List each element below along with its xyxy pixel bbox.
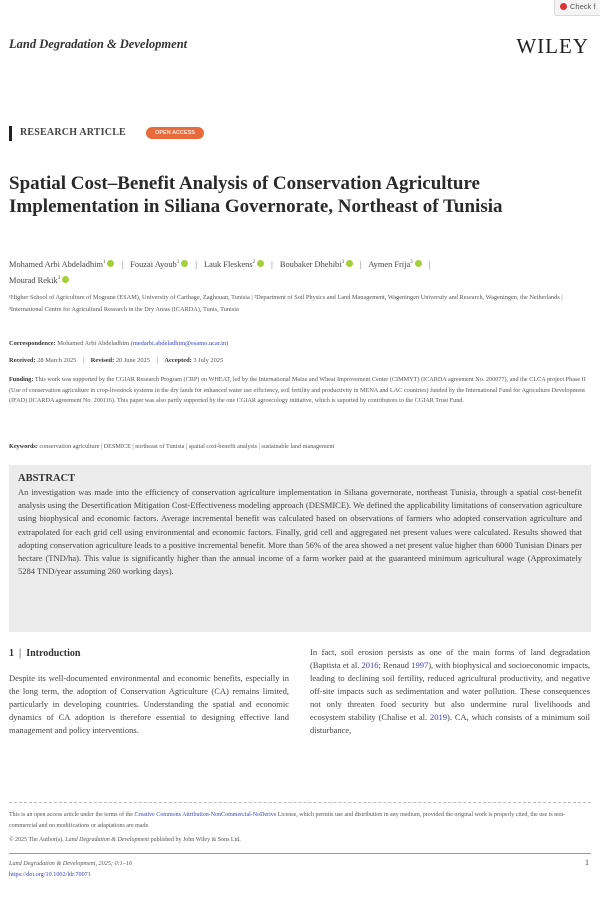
article-dates: Received: 28 March 2025 | Revised: 20 June 2025 | Accepted: 3 July 2025 [9,357,224,364]
crossmark-icon [560,3,567,10]
author[interactable]: Fouzai Ayoub$^1$ [130,259,180,269]
orcid-icon[interactable] [181,260,188,267]
keywords: Keywords: conservation agriculture | DESMICE | northeast of Tunisia | spatial cost-benefit analysis | sustainable land management [9,443,335,450]
copyright: © 2025 The Author(s). Land Degradation & Development published by John Wiley & Sons Ltd. [9,837,241,843]
orcid-icon[interactable] [62,276,69,283]
funding-statement: Funding: This work was supported by the CGIAR Research Program (CRP) on WHEAT, led by the International Maize and Wheat Improvement Center (CIMMYT) (ICARDA agreement No. 200077), and the CLCA project Phase II (Use of conservation agriculture in crop-livestock systems in the dry lands for enhanced water use efficiency, soil fertility and productivity in MENA and LAC countries) funded by the International Fund for Agriculture Development (IFAD) (ICARDA agreement No. 200116). This paper was also partly supported by the one CGIAR agroecology initiative, which is suported by contributors to the CGIAR Trust Fund. [9,376,586,404]
citation-link[interactable]: 1997 [411,660,429,670]
check-for-updates-badge[interactable] [554,0,600,16]
abstract-heading: ABSTRACT [18,473,76,484]
orcid-icon[interactable] [107,260,114,267]
correspondence-email-link[interactable]: (medarbi.abdeladhim@esamo.ucar.tn) [130,340,229,347]
author[interactable]: Boubaker Dhehibi$^3$ [279,259,345,269]
article-title: Spatial Cost–Benefit Analysis of Conservation Agriculture Implementation in Siliana Governorate, Northeast of Tunisia [9,173,503,217]
abstract-box [9,465,591,632]
orcid-icon[interactable] [257,260,264,267]
page-number: 1 [585,858,589,867]
footer-rule [9,853,591,854]
affiliations: ¹Higher School of Agriculture of Mograne (ESAM), University of Carthage, Zaghouan, Tunisia | ²Department of Soil Physics and Land Management, Wageningen University and Research, Wageningen, the Netherlands | ³International Centre for Agricultural Research in the Dry Areas (ICARDA), Tunis, Tunisia [9,294,563,313]
citation-info: Land Degradation & Development, 2025; 0:1–16 https://doi.org/10.1002/ldr.70071 [9,860,133,878]
publisher-logo: WILEY [516,34,589,58]
body-text-column-2: In fact, soil erosion persists as one of the main forms of land degradation (Baptista et al. 2016; Renaud 1997), with biophysical and socioeconomic impacts, leading to declining soil fertility, reduced agricultural productivity, and negative off-site impacts such as sedimentation and water pollution. These consequences not only threaten food security but also undermine rural livelihoods and ecosystem stability (Chalise et al. 2019). CA, which consists of a minimum soil disturbance, [310,647,591,735]
body-text-column-1: Despite its well-documented environmental and economic benefits, especially in the long term, the adoption of Conservation Agriculture (CA) remains limited, particularly in developing countries. Understanding the spatial and economic dynamics of CA adoption is therefore essential to designing effective land management and policy interventions. [9,673,289,735]
author-list: Mohamed Arbi Abdeladhim$^1$ | Fouzai Ayoub$^1$ | Lauk Fleskens$^2$ | Boubaker Dhehibi$^3$ | Aymen Frija$^3$ | Mourad Rekik$^3$ [9,259,431,285]
section-heading-introduction: 1 | Introduction [9,648,81,659]
check-badge-label: Check f [570,1,596,11]
journal-name: Land Degradation & Development [9,37,188,51]
footer-divider [9,802,591,803]
citation-link[interactable]: 2016 [361,660,379,670]
open-access-badge: OPEN ACCESS [146,127,204,139]
author[interactable]: Aymen Frija$^3$ [368,259,413,269]
license-notice: This is an open access article under the terms of the Creative Commons Attribution-NonCommercial-NoDerivs License, which permits use and distribution in any medium, provided the original work is properly cited, the use is non-commercial and no modifications or adaptations are made. [9,812,566,829]
correspondence: Correspondence: Mohamed Arbi Abdeladhim (medarbi.abdeladhim@esamo.ucar.tn) [9,340,229,347]
author[interactable]: Mohamed Arbi Abdeladhim$^1$ [9,259,106,269]
abstract-text: An investigation was made into the efficiency of conservation agriculture implementation in Siliana governorate, northeast Tunisia, through a spatial cost-benefit analysis using the Desertification Mitigation Cost-Effectiveness modeling approach (DESMICE). We defined the applicability limitations of conservation agriculture using biophysical and economic factors. Average incremental benefit was calculated based on observations of farmers who adopted conservation agriculture and extrapolated for each grid cell using environmental and economic factors. Finally, grid cell and aggregated net present values were calculated. Results showed that adopting conservation agriculture leads to a positive incremental benefit. More than 56% of the area showed a net present value higher than 6000 Tunisian Dinars per hectare (TND/ha). This value is significantly higher than the annual income of a farm worker paid at the guaranteed minimum agricultural wage (Approximately 5284 TND/year assuming 260 working days). [18,487,582,577]
author[interactable]: Mourad Rekik$^3$ [9,275,61,285]
article-type-bar [9,126,12,141]
license-link[interactable]: Creative Commons Attribution-NonCommercial-NoDerivs [134,812,277,818]
doi-link[interactable]: https://doi.org/10.1002/ldr.70071 [9,871,91,878]
citation-link[interactable]: 2019 [429,712,447,722]
author[interactable]: Lauk Fleskens$^2$ [204,259,256,269]
orcid-icon[interactable] [346,260,353,267]
article-type-label: RESEARCH ARTICLE [20,127,126,138]
orcid-icon[interactable] [415,260,422,267]
